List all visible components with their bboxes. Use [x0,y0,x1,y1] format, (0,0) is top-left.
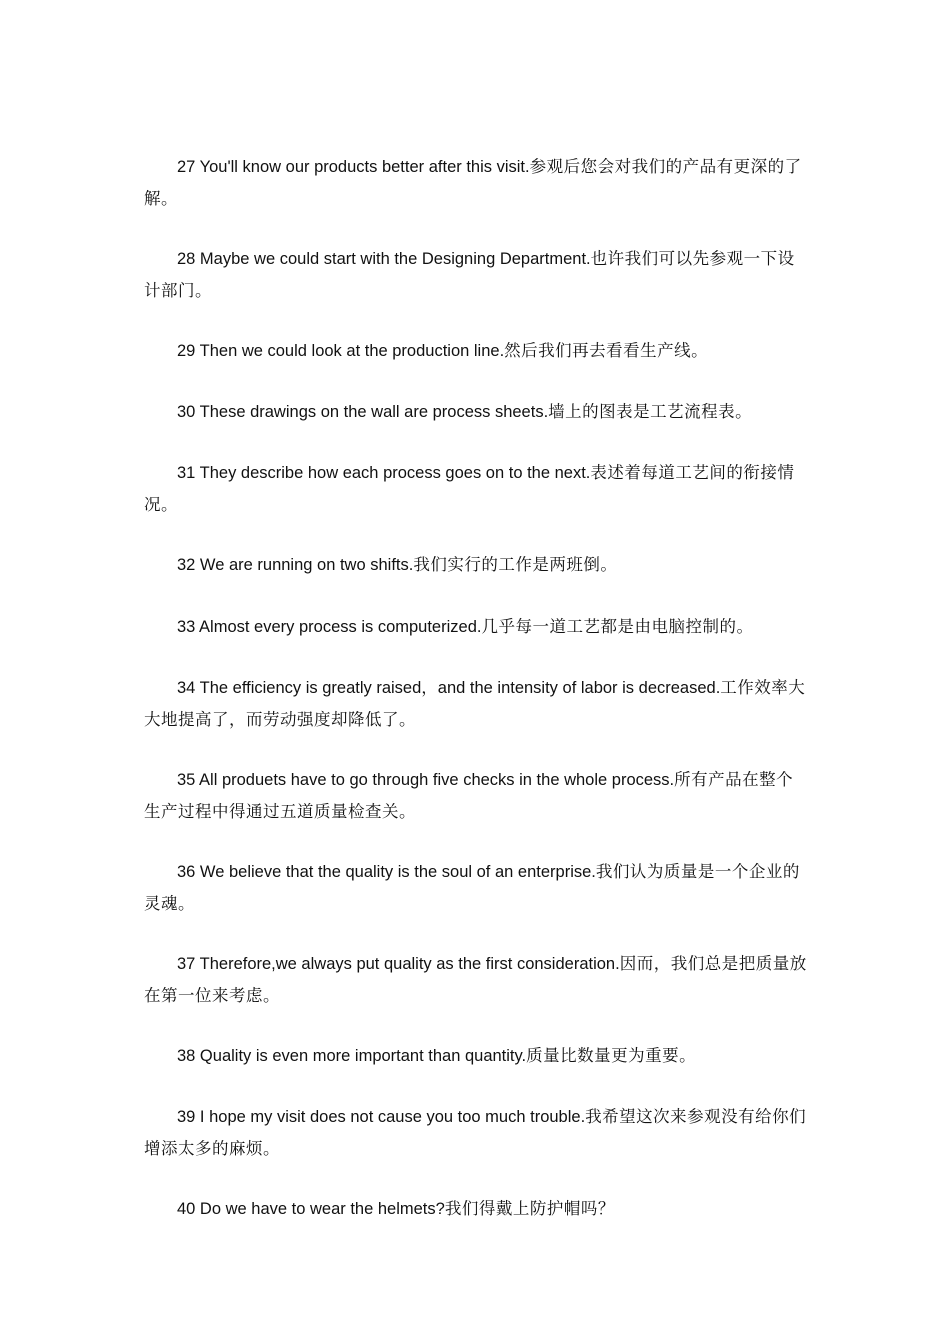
chinese-translation: 所有产品在整个生产过程中得通过五道质量检查关。 [144,770,794,821]
chinese-translation: 我们认为质量是一个企业的灵魂。 [144,862,800,913]
phrase-entry-29 [144,335,810,367]
english-sentence: 31 They describe how each process goes on to the next. [177,464,591,482]
english-sentence: 38 Quality is even more important than quantity. [177,1047,527,1065]
english-sentence: 34 The efficiency is greatly raised，and the intensity of labor is decreased. [177,679,721,697]
chinese-translation: 参观后您会对我们的产品有更深的了解。 [144,157,802,208]
chinese-translation: 然后我们再去看看生产线。 [504,341,709,360]
phrase-entry-38 [144,1040,810,1072]
english-sentence: 35 All produets have to go through five checks in the whole process. [177,771,675,789]
phrase-entry-33 [144,611,810,643]
phrase-entry-37 [144,948,810,1012]
phrase-entry-34 [144,672,810,736]
phrase-entry-28 [144,243,810,307]
chinese-translation: 我希望这次来参观没有给你们增添太多的麻烦。 [144,1107,807,1158]
english-sentence: 29 Then we could look at the production line. [177,342,505,360]
phrase-entry-39 [144,1101,810,1165]
english-sentence: 36 We believe that the quality is the soul of an enterprise. [177,863,596,881]
chinese-translation: 表述着每道工艺间的衔接情况。 [144,463,795,514]
chinese-translation: 几乎每一道工艺都是由电脑控制的。 [481,617,754,636]
english-sentence: 28 Maybe we could start with the Designing Department. [177,250,591,268]
chinese-translation: 我们得戴上防护帽吗？ [444,1199,615,1218]
phrase-entry-32 [144,549,810,581]
english-sentence: 30 These drawings on the wall are process sheets. [177,403,549,421]
english-sentence: 32 We are running on two shifts. [177,556,414,574]
phrase-entry-36 [144,856,810,920]
english-sentence: 39 I hope my visit does not cause you too much trouble. [177,1108,586,1126]
phrase-entry-27 [144,151,810,215]
chinese-translation: 因而，我们总是把质量放在第一位来考虑。 [144,954,807,1005]
english-sentence: 40 Do we have to wear the helmets? [177,1200,445,1218]
phrase-entry-35 [144,764,810,828]
chinese-translation: 工作效率大大地提高了，而劳动强度却降低了。 [144,678,806,729]
chinese-translation: 质量比数量更为重要。 [526,1046,697,1065]
chinese-translation: 墙上的图表是工艺流程表。 [548,402,753,421]
phrase-entry-30 [144,396,810,428]
english-sentence: 33 Almost every process is computerized. [177,618,482,636]
english-sentence: 37 Therefore,we always put quality as the first consideration. [177,955,620,973]
english-sentence: 27 You'll know our products better after this visit. [177,158,530,176]
phrase-entry-40 [144,1193,810,1225]
chinese-translation: 我们实行的工作是两班倒。 [413,555,618,574]
phrase-entry-31 [144,457,810,521]
chinese-translation: 也许我们可以先参观一下设计部门。 [144,249,795,300]
